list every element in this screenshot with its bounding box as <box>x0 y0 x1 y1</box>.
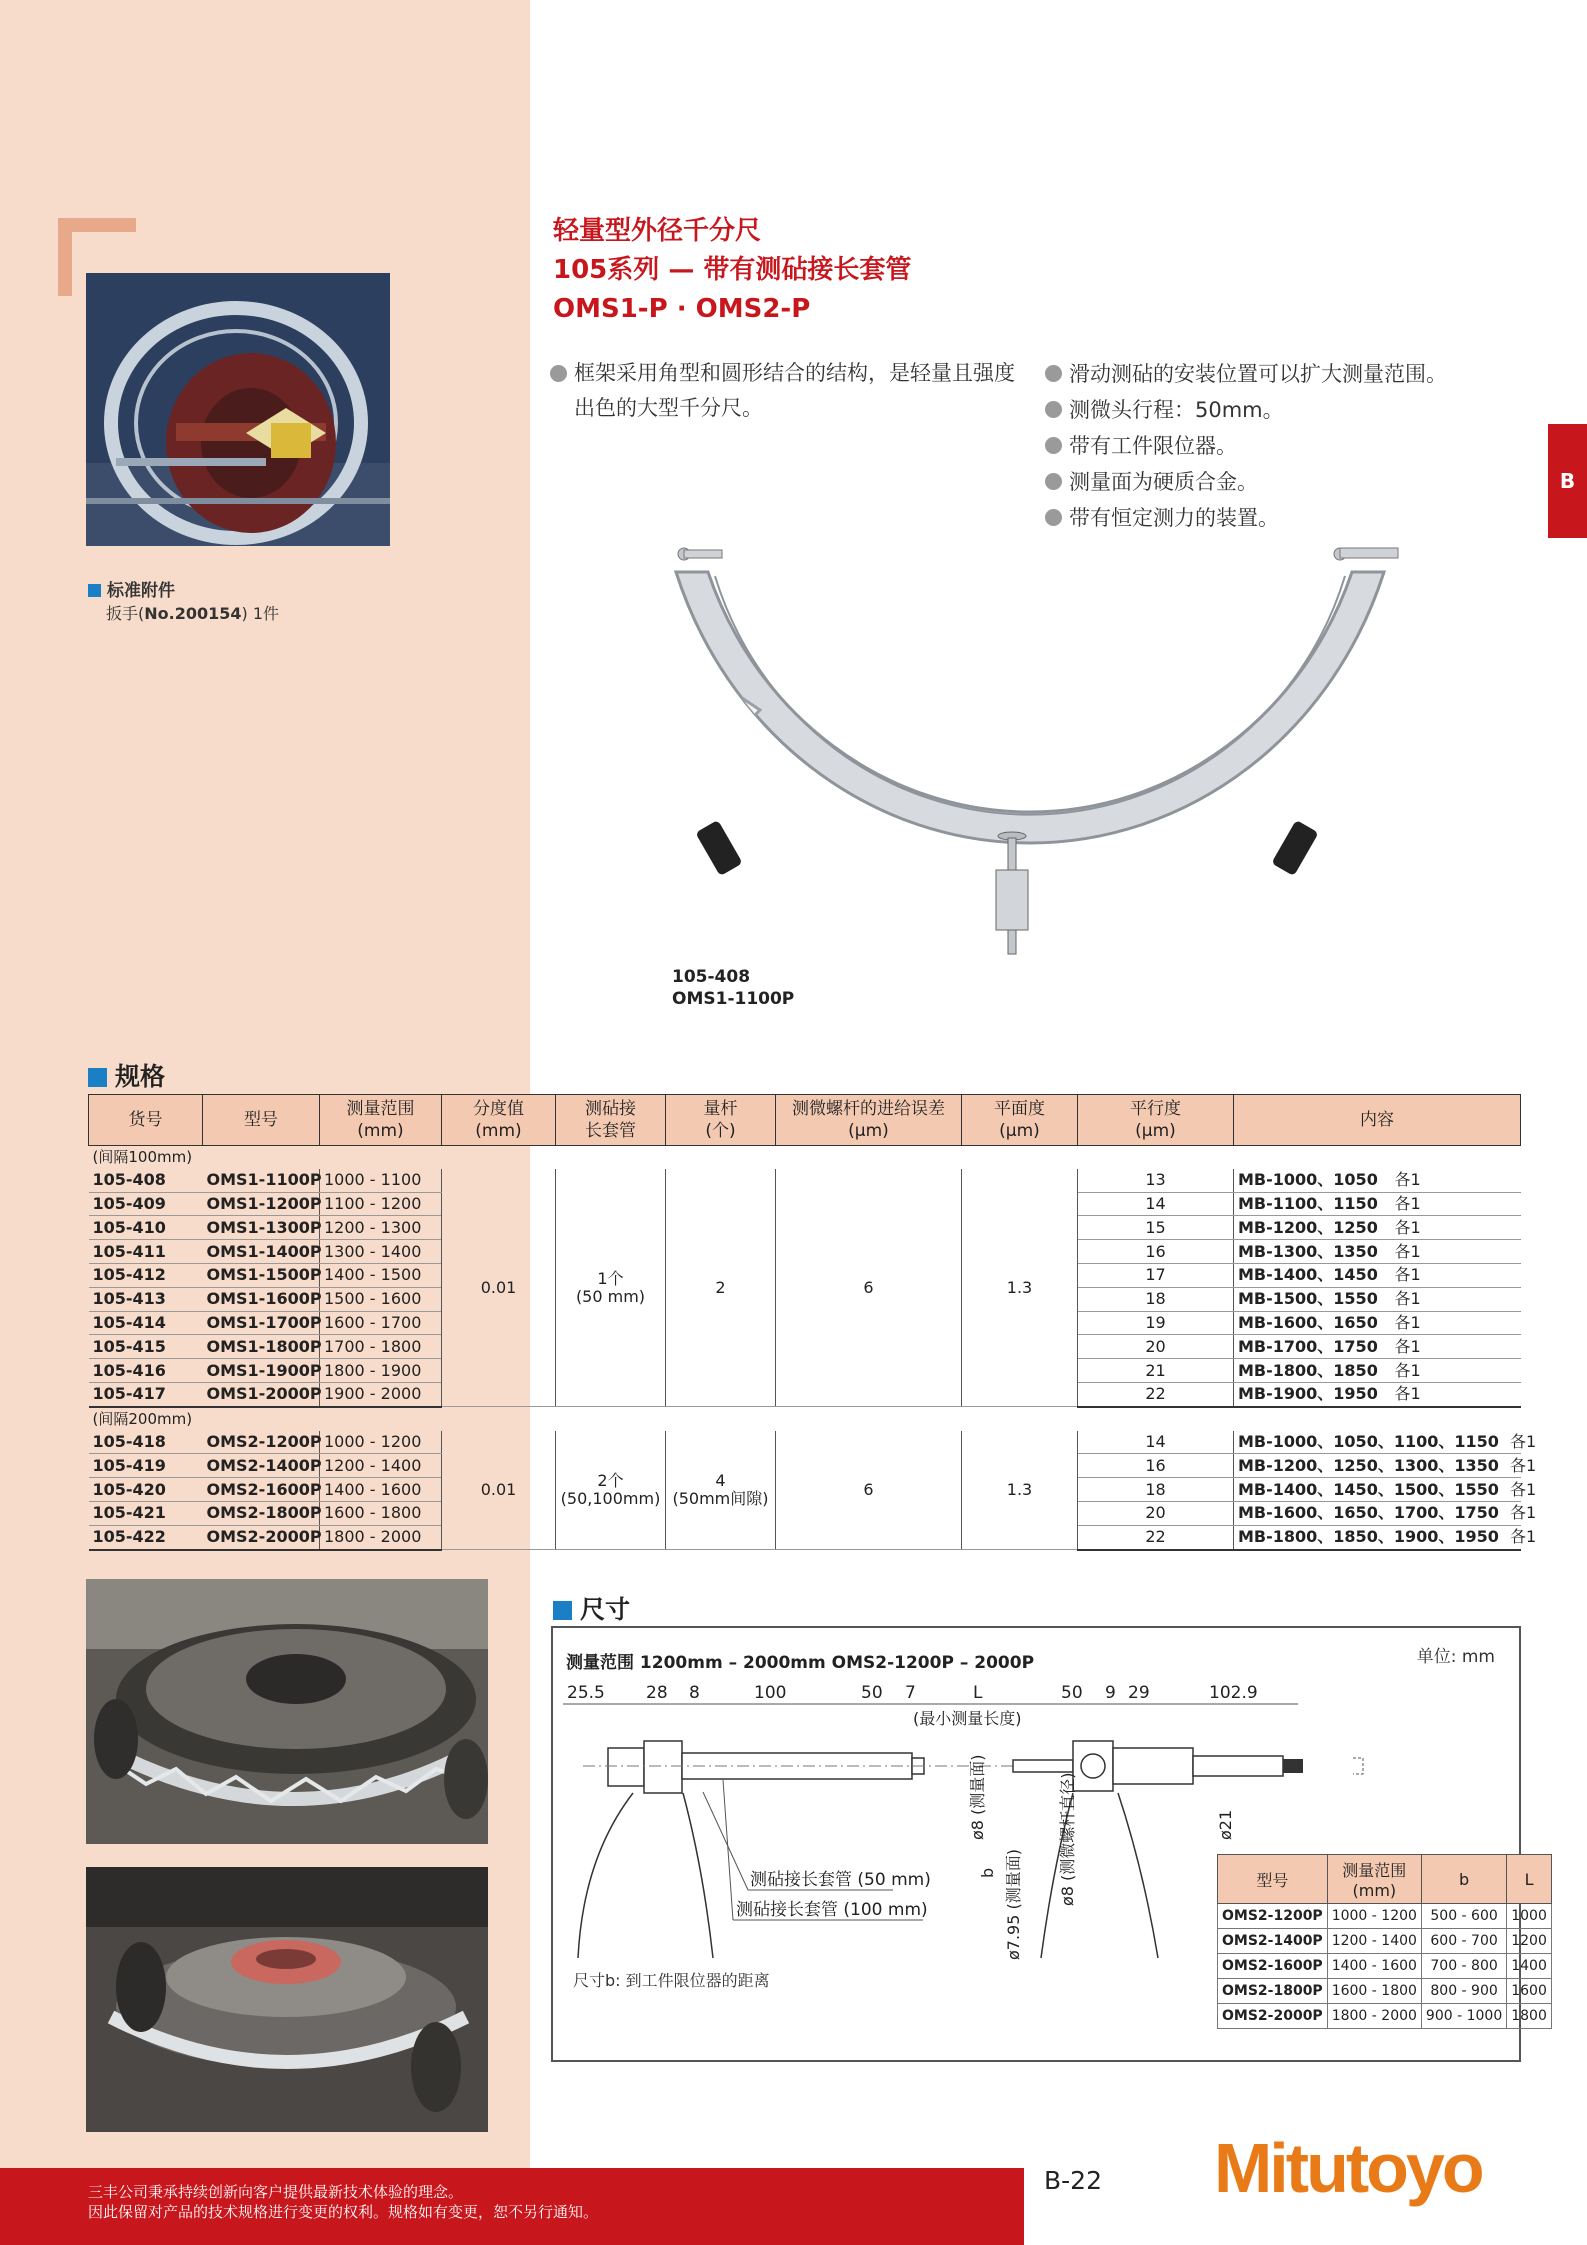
dim-label: L <box>973 1683 983 1703</box>
product-photo-3 <box>86 1867 488 2132</box>
footer-disclaimer: 三丰公司秉承持续创新向客户提供最新技术体验的理念。 因此保留对产品的技术规格进行变更的权利。规格如有变更，恕不另行通知。 <box>88 2183 599 2221</box>
dim-label: 29 <box>1128 1683 1150 1703</box>
table-row: 105-421 OMS2-1800P 1600 - 1800 20 MB-1600、1650、1700、1750 各1 <box>89 1501 1521 1525</box>
micrometer-illustration <box>640 540 1420 1020</box>
table-row: 105-411 OMS1-1400P 1300 - 1400 16 MB-1300、1350 各1 <box>89 1240 1521 1264</box>
feature-item: 带有恒定测力的装置。 <box>1045 500 1515 536</box>
spec-header-row <box>89 1095 1521 1146</box>
header-extension: 测砧接 长套管 <box>556 1095 666 1146</box>
brand-logo: Mitutoyo <box>1214 2129 1482 2207</box>
min-length-label: (最小测量长度) <box>913 1709 1022 1728</box>
header-flatness: 平面度 (μm) <box>962 1095 1078 1146</box>
table-row: 105-409 OMS1-1200P 1100 - 1200 14 MB-1100、1150 各1 <box>89 1192 1521 1216</box>
header-feed-error: 测微螺杆的进给误差 (μm) <box>776 1095 962 1146</box>
title-line-3: OMS1-P · OMS2-P <box>553 294 811 324</box>
header-model: 型号 <box>203 1095 320 1146</box>
feature-item: 滑动测砧的安装位置可以扩大测量范围。 <box>1045 356 1515 392</box>
feature-item: 带有工件限位器。 <box>1045 428 1515 464</box>
features-left <box>550 356 1030 426</box>
table-row: 105-408 OMS1-1100P 1000 - 1100 0.01 1个 (50 mm) 2 6 1.3 13 MB-1000、1050 各1 <box>89 1169 1521 1192</box>
table-row: 105-413 OMS1-1600P 1500 - 1600 18 MB-1500、1550 各1 <box>89 1287 1521 1311</box>
feature-item: 框架采用角型和圆形结合的结构，是轻量且强度出色的大型千分尺。 <box>550 356 1030 426</box>
dim-label: 28 <box>646 1683 668 1703</box>
header-parallelism: 平行度 (μm) <box>1078 1095 1234 1146</box>
dimension-box <box>551 1626 1547 2062</box>
feature-item: 测微头行程：50mm。 <box>1045 392 1515 428</box>
header-rod: 量杆 (个) <box>666 1095 776 1146</box>
table-row: 105-420 OMS2-1600P 1400 - 1600 18 MB-1400、1450、1500、1550 各1 <box>89 1478 1521 1502</box>
bullet-square-icon <box>88 584 101 597</box>
table-row: OMS2-1600P 1400 - 1600 700 - 800 1400 <box>1218 1954 1552 1979</box>
dim-label: 102.9 <box>1209 1683 1258 1703</box>
phi8-face-label: ø8 (测量面) <box>968 1754 987 1840</box>
accessories-heading: 标准附件 <box>88 576 175 601</box>
features-right <box>1045 356 1515 536</box>
bullet-dot-icon <box>1045 509 1062 526</box>
section-tab: B <box>1548 424 1587 538</box>
group-label-row: (间隔200mm) <box>92 1410 193 1429</box>
table-row: OMS2-2000P 1800 - 2000 900 - 1000 1800 <box>1218 2004 1552 2029</box>
bullet-dot-icon <box>1045 437 1062 454</box>
dimension-table <box>1217 1854 1552 2029</box>
feature-item: 测量面为硬质合金。 <box>1045 464 1515 500</box>
dimension-box-title: 测量范围 1200mm – 2000mm OMS2-1200P – 2000P <box>566 1653 1035 1673</box>
ext100-label: 测砧接长套管 (100 mm) <box>736 1900 928 1920</box>
dimensions-heading: 尺寸 <box>553 1590 630 1626</box>
spec-heading: 规格 <box>88 1057 165 1093</box>
table-row: OMS2-1200P 1000 - 1200 500 - 600 1000 <box>1218 1904 1552 1929</box>
dimension-table-header: 型号 测量范围(mm) b L <box>1218 1855 1552 1904</box>
title-line-1: 轻量型外径千分尺 <box>553 216 762 246</box>
table-row: 105-419 OMS2-1400P 1200 - 1400 16 MB-1200、1250、1300、1350 各1 <box>89 1454 1521 1478</box>
dim-label: 7 <box>905 1683 916 1703</box>
dim-label: 25.5 <box>567 1683 605 1703</box>
accessories-text: 扳手(No.200154) 1件 <box>106 604 280 623</box>
product-photo-1 <box>86 273 390 546</box>
b-label: b <box>978 1867 997 1878</box>
bullet-dot-icon <box>550 365 567 382</box>
product-photo-2 <box>86 1579 488 1844</box>
dim-label: 9 <box>1105 1683 1116 1703</box>
dim-label: 50 <box>1061 1683 1083 1703</box>
table-row: 105-415 OMS1-1800P 1700 - 1800 20 MB-1700、1750 各1 <box>89 1335 1521 1359</box>
phi21-label: ø21 <box>1216 1809 1235 1840</box>
header-code: 货号 <box>89 1095 203 1146</box>
table-row: OMS2-1400P 1200 - 1400 600 - 700 1200 <box>1218 1929 1552 1954</box>
table-row: 105-414 OMS1-1700P 1600 - 1700 19 MB-1600、1650 各1 <box>89 1311 1521 1335</box>
header-contents: 内容 <box>1234 1095 1521 1146</box>
illustration-caption: 105-408 OMS1-1100P <box>672 967 795 1009</box>
bullet-dot-icon <box>1045 365 1062 382</box>
title-block <box>553 212 911 329</box>
table-row: 105-410 OMS1-1300P 1200 - 1300 15 MB-1200、1250 各1 <box>89 1216 1521 1240</box>
table-row: OMS2-1800P 1600 - 1800 800 - 900 1600 <box>1218 1979 1552 2004</box>
spec-table <box>88 1094 1537 1551</box>
group-label-row: (间隔100mm) <box>92 1148 193 1167</box>
dimension-note: 尺寸b: 到工件限位器的距离 <box>573 1971 770 1990</box>
bullet-square-icon <box>553 1601 572 1620</box>
header-range: 测量范围 (mm) <box>320 1095 442 1146</box>
bullet-square-icon <box>88 1068 107 1087</box>
bullet-dot-icon <box>1045 401 1062 418</box>
bullet-dot-icon <box>1045 473 1062 490</box>
dim-label: 50 <box>861 1683 883 1703</box>
ext50-label: 测砧接长套管 (50 mm) <box>750 1870 931 1890</box>
table-row: 105-418 OMS2-1200P 1000 - 1200 0.01 2个 (50,100mm) 4 (50mm间隙) 6 1.3 14 MB-1000、1050、1100、1150 各1 <box>89 1431 1521 1454</box>
table-row: 105-417 OMS1-2000P 1900 - 2000 22 MB-1900、1950 各1 <box>89 1382 1521 1406</box>
header-graduation: 分度值 (mm) <box>442 1095 556 1146</box>
table-row: 105-422 OMS2-2000P 1800 - 2000 22 MB-1800、1850、1900、1950 各1 <box>89 1525 1521 1549</box>
table-row: 105-416 OMS1-1900P 1800 - 1900 21 MB-1800、1850 各1 <box>89 1359 1521 1383</box>
page-number: B-22 <box>1044 2166 1102 2195</box>
dim-label: 8 <box>689 1683 700 1703</box>
phi8-spindle-label: ø8 (测微螺杆直径) <box>1058 1772 1077 1906</box>
table-row: 105-412 OMS1-1500P 1400 - 1500 17 MB-1400、1450 各1 <box>89 1263 1521 1287</box>
dim-label: 100 <box>754 1683 787 1703</box>
unit-label: 单位: mm <box>1416 1647 1495 1667</box>
phi795-label: ø7.95 (测量面) <box>1004 1849 1023 1960</box>
title-line-2: 105系列 — 带有测砧接长套管 <box>553 255 912 285</box>
